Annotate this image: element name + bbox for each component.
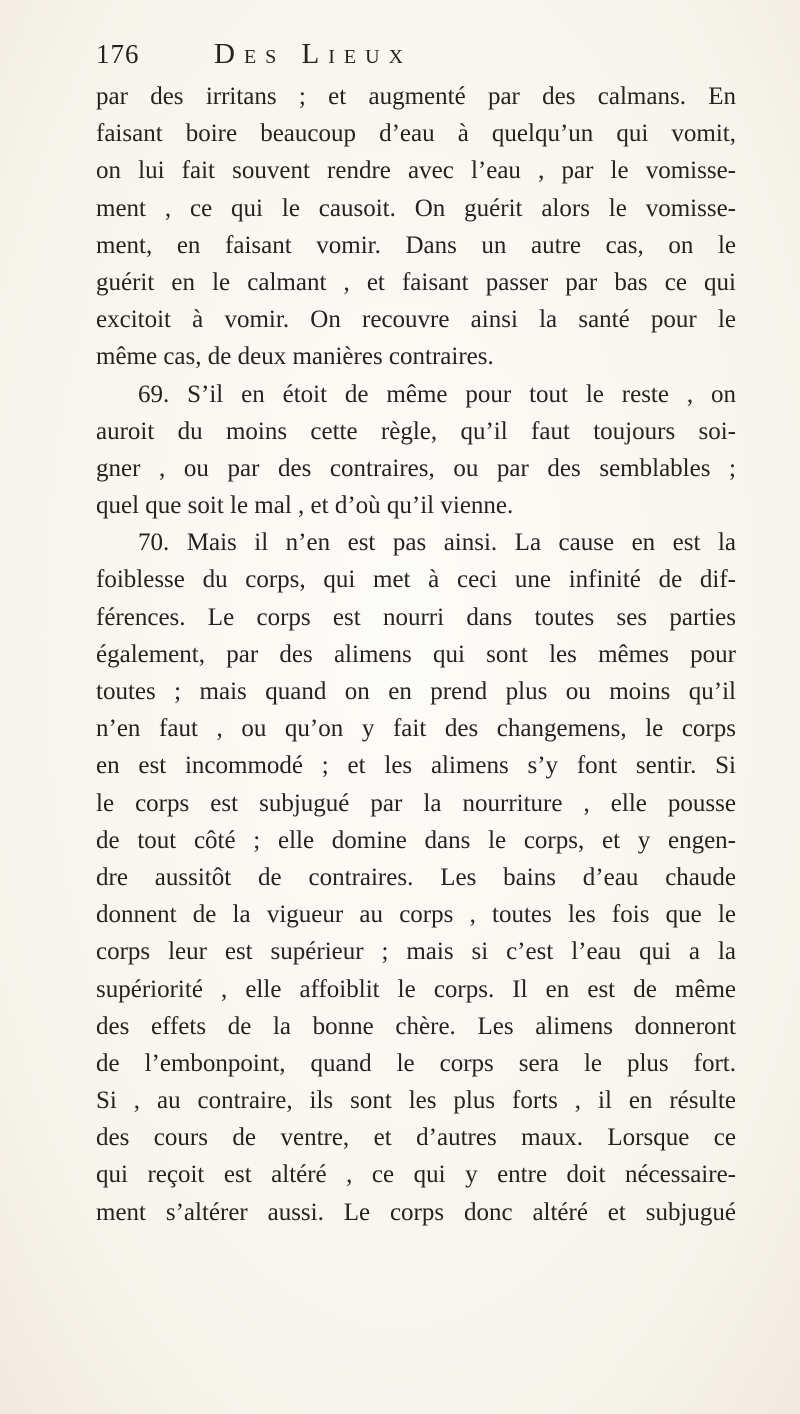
- text-line: on lui fait souvent rendre avec l’eau , par le vomisse-: [96, 157, 736, 185]
- text-line: toutes ; mais quand on en prend plus ou moins qu’il: [96, 678, 736, 705]
- text-line: dre aussitôt de contraires. Les bains d’eau chaude: [96, 863, 736, 891]
- text-line: foiblesse du corps, qui met à ceci une infinité de dif-: [96, 566, 736, 594]
- text-line: même cas, de deux manières contraires.: [96, 343, 494, 371]
- text-line: ment , ce qui le causoit. On guérit alors le vomisse-: [96, 194, 736, 222]
- text-line: donnent de la vigueur au corps , toutes les fois que le: [96, 901, 736, 929]
- text-line: auroit du moins cette règle, qu’il faut toujours soi-: [96, 417, 736, 445]
- text-line: ment s’altérer aussi. Le corps donc altéré et subjugué: [96, 1198, 736, 1226]
- text-line: également, par des alimens qui sont les mêmes pour: [96, 640, 736, 668]
- text-line: des effets de la bonne chère. Les alimens donneront: [96, 1012, 736, 1040]
- text-line: ment, en faisant vomir. Dans un autre cas, on le: [96, 231, 736, 259]
- text-line: en est incommodé ; et les alimens s’y font sentir. Si: [96, 752, 736, 780]
- text-line: excitoit à vomir. On recouvre ainsi la santé pour le: [96, 306, 736, 334]
- text-line: qui reçoit est altéré , ce qui y entre doit nécessaire-: [96, 1161, 736, 1189]
- text-line: guérit en le calmant , et faisant passer par bas ce qui: [96, 268, 736, 296]
- body-text: [96, 78, 736, 1231]
- running-title: Des Lieux: [214, 38, 413, 70]
- paragraph-70-start: 70. Mais il n’en est pas ainsi. La cause en est la: [138, 529, 736, 557]
- text-line: faisant boire beaucoup d’eau à quelqu’un qui vomit,: [96, 120, 736, 148]
- paragraph-69-start: 69. S’il en étoit de même pour tout le reste , on: [138, 380, 736, 408]
- text-line: supériorité , elle affoiblit le corps. Il en est de même: [96, 975, 736, 1003]
- running-head: [96, 34, 736, 74]
- page-number: 176: [96, 39, 140, 69]
- text-line: corps leur est supérieur ; mais si c’est l’eau qui a la: [96, 938, 736, 966]
- text-line: gner , ou par des contraires, ou par des semblables ;: [96, 454, 736, 482]
- text-line: quel que soit le mal , et d’où qu’il vienne.: [96, 492, 514, 520]
- text-line: des cours de ventre, et d’autres maux. Lorsque ce: [96, 1124, 736, 1152]
- text-line: par des irritans ; et augmenté par des calmans. En: [96, 83, 736, 110]
- text-line: de l’embonpoint, quand le corps sera le plus fort.: [96, 1049, 736, 1077]
- text-line: Si , au contraire, ils sont les plus forts , il en résulte: [96, 1087, 736, 1115]
- text-line: de tout côté ; elle domine dans le corps, et y engen-: [96, 826, 736, 854]
- text-line: férences. Le corps est nourri dans toutes ses parties: [96, 603, 736, 631]
- text-line: le corps est subjugué par la nourriture , elle pousse: [96, 789, 736, 817]
- text-line: n’en faut , ou qu’on y fait des changemens, le corps: [96, 715, 736, 743]
